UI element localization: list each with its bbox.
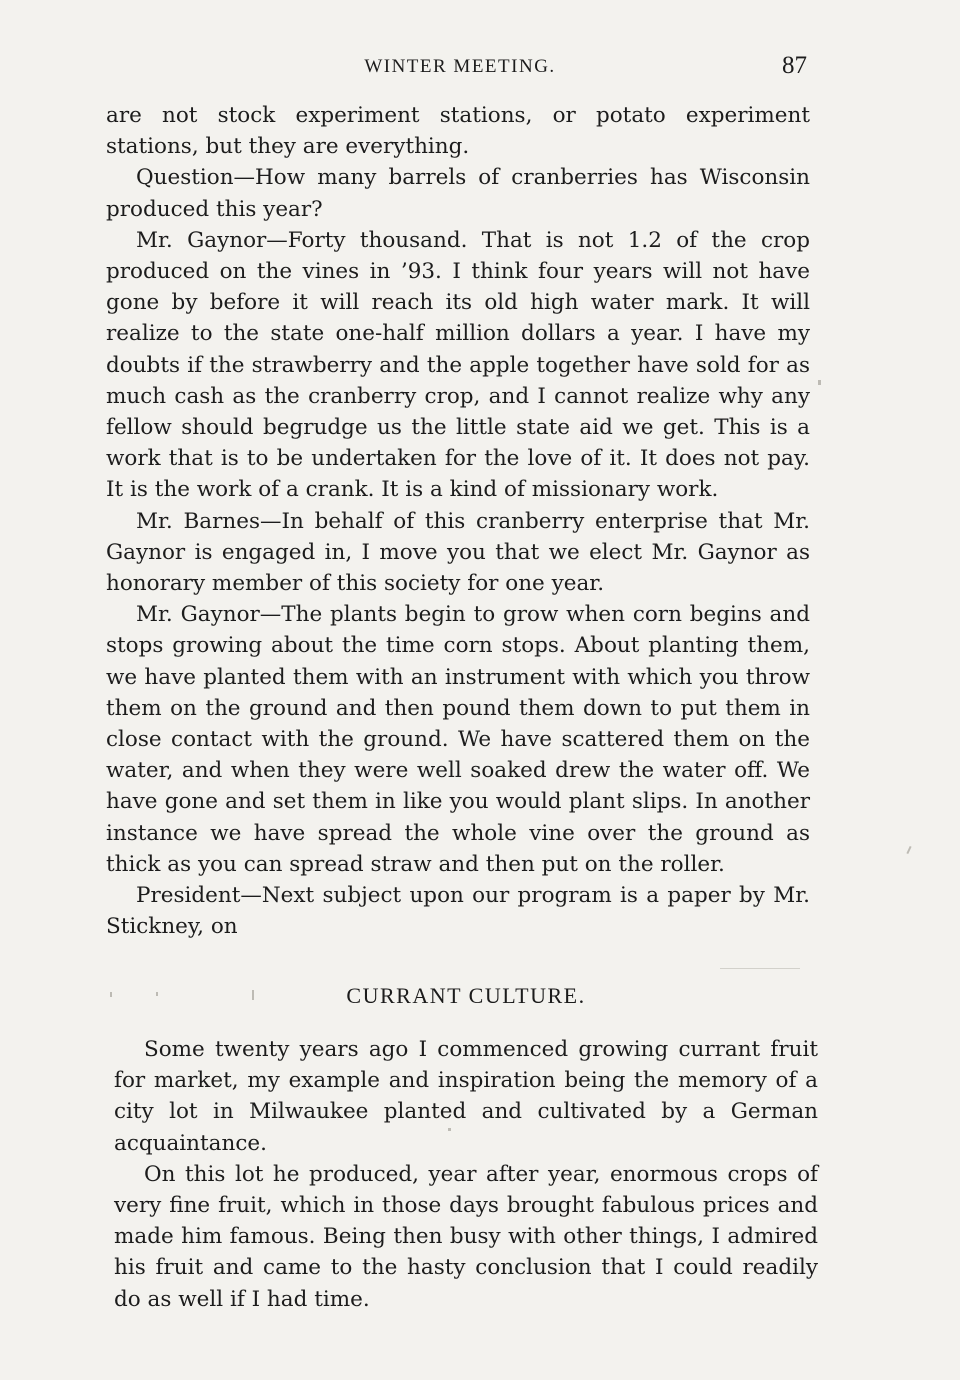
section-paragraph: On this lot he produced, year after year, enormous crops of very fine fruit, which in those days brought fabulous prices and made him famous. Being then busy with other things, I admired his fruit and came to the hasty conclusion that I could readily do as well if I had time. [114,1161,818,1312]
paper-speck [110,992,112,997]
paper-speck [156,992,158,996]
paragraph-barnes-motion: Mr. Barnes—In behalf of this cranberry enterprise that Mr. Gaynor is engaged in, I move you that we elect Mr. Gaynor as honorary member of this society for one year. [106,508,810,597]
paper-speck [720,968,800,969]
running-head [105,52,815,82]
paragraph-question: Question—How many barrels of cranberries has Wisconsin produced this year? [106,165,810,222]
section-heading: CURRANT CULTURE. [346,983,586,1008]
paragraph-continuation: are not stock experiment stations, or potato experiment stations, but they are everything. [106,103,810,160]
paragraph-president: President—Next subject upon our program is a paper by Mr. Stickney, on [106,883,810,940]
section-text [114,1034,818,1315]
page-number: 87 [782,52,807,79]
section-paragraph: Some twenty years ago I commenced growing currant fruit for market, my example and inspiration being the memory of a city lot in Milwaukee planted and cultivated by a German acquaintance. [114,1037,818,1156]
running-title: WINTER MEETING. [364,56,556,77]
paper-speck [252,990,254,1000]
paragraph-gaynor-answer: Mr. Gaynor—Forty thousand. That is not 1.2 of the crop produced on the vines in ’93. I think four years will not have gone by before it will reach its old high water mark. It will realize to the state one-half million dollars a year. I have my doubts if the strawberry and the apple together have sold for as much cash as the cranberry crop, and I cannot realize why any fellow should begrudge us the little state aid we get. This is a work that is to be undertaken for the love of it. It does not pay. It is the work of a crank. It is a kind of missionary work. [106,227,810,503]
main-text [106,100,810,942]
paragraph-gaynor-planting: Mr. Gaynor—The plants begin to grow when corn begins and stops growing about the time corn stops. About planting them, we have planted them with an instrument with which you throw them on the ground and then pound them down to put them in close contact with the ground. We have scattered them on the water, and when they were well soaked drew the water off. We have gone and set them in like you would plant slips. In another instance we have spread the whole vine over the ground as thick as you can spread straw and then put on the roller. [106,602,810,877]
paper-speck [818,380,821,385]
paper-speck [906,846,911,854]
paper-speck [448,1128,451,1131]
